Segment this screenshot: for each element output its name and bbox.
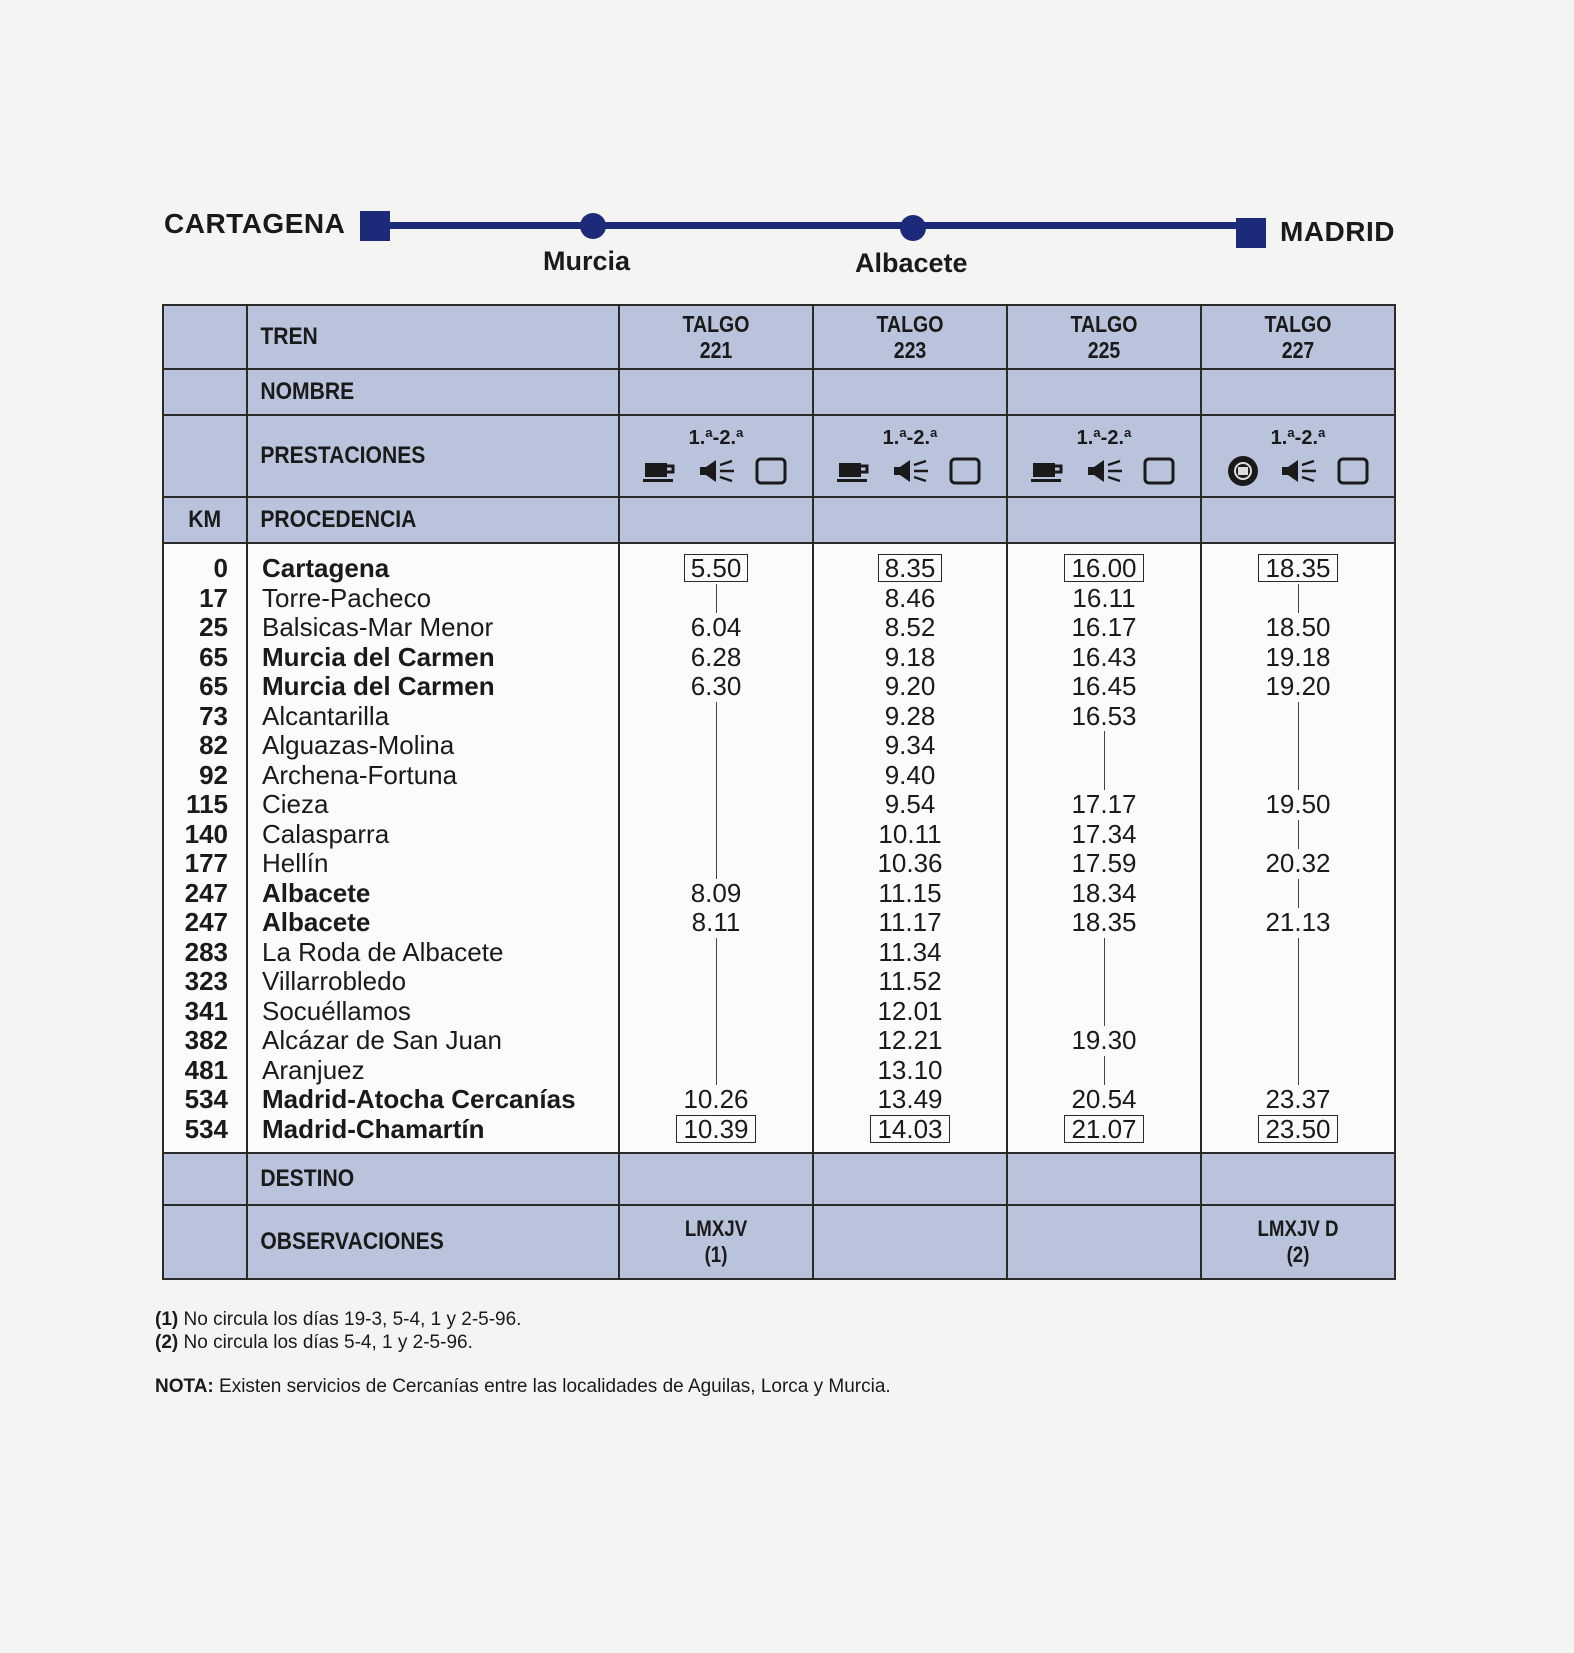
pass-through-line (716, 702, 717, 732)
time-value: 20.54 (1071, 1084, 1137, 1114)
pass-through-line (716, 731, 717, 761)
km-cell: 534 (163, 1115, 247, 1154)
time-cell (1007, 543, 1201, 584)
service-icons (814, 456, 1006, 486)
time-cell (1201, 543, 1395, 584)
time-value: 8.11 (691, 907, 741, 937)
pass-through-line (716, 584, 717, 614)
table-row (163, 1115, 1395, 1154)
time-cell (619, 613, 813, 643)
pass-through-line (619, 967, 813, 997)
table-row (163, 849, 1395, 879)
time-value: 16.00 (1064, 554, 1143, 582)
cafeteria-icon (1029, 456, 1069, 486)
table-row (163, 967, 1395, 997)
row-prestaciones (163, 415, 1395, 497)
table-row (163, 1085, 1395, 1115)
time-value: 10.26 (683, 1084, 749, 1114)
footnote-2: (2) No circula los días 5-4, 1 y 2-5-96. (155, 1332, 473, 1353)
time-cell (1201, 849, 1395, 879)
time-cell (619, 879, 813, 909)
row-procedencia (163, 497, 1395, 543)
time-value: 16.11 (1072, 582, 1136, 613)
km-cell: 177 (163, 849, 247, 879)
cafeteria-icon (835, 456, 875, 486)
km-cell: 65 (163, 643, 247, 673)
table-row (163, 790, 1395, 820)
station-cell: Albacete (247, 908, 619, 938)
time-value: 6.30 (690, 671, 742, 701)
time-cell (813, 908, 1007, 938)
pass-through-line (1007, 731, 1201, 761)
time-cell (619, 1115, 813, 1154)
time-cell (813, 731, 1007, 761)
pass-through-line (1104, 761, 1105, 791)
time-value: 19.20 (1265, 671, 1331, 701)
row-tren (163, 305, 1395, 369)
km-cell: 534 (163, 1085, 247, 1115)
time-cell (1201, 672, 1395, 702)
pass-through-line (1298, 820, 1299, 850)
time-value: 8.46 (884, 582, 936, 613)
service-icons (620, 456, 812, 486)
time-cell (619, 1085, 813, 1115)
pass-through-line (1298, 879, 1299, 909)
km-cell: 481 (163, 1056, 247, 1086)
audio-icon (890, 456, 930, 486)
km-cell: 0 (163, 543, 247, 584)
time-value: 11.52 (878, 966, 942, 996)
time-cell (813, 702, 1007, 732)
table-row (163, 1026, 1395, 1056)
train-header-223: TALGO 223 (813, 305, 1007, 369)
route-stop-marker-albacete (900, 215, 926, 241)
km-cell: 115 (163, 790, 247, 820)
footnote-1: (1) No circula los días 19-3, 5-4, 1 y 2-5-96. (155, 1309, 522, 1330)
time-cell (1007, 879, 1201, 909)
km-cell: 323 (163, 967, 247, 997)
screen-icon (1139, 456, 1179, 486)
table-row (163, 543, 1395, 584)
time-value: 11.17 (878, 907, 942, 937)
time-value: 10.39 (676, 1115, 755, 1143)
pass-through-line (1007, 997, 1201, 1027)
time-cell (1007, 613, 1201, 643)
prestaciones-223 (813, 415, 1007, 497)
pass-through-line (716, 761, 717, 791)
time-cell (1007, 820, 1201, 850)
time-value: 6.04 (690, 612, 742, 642)
row-observaciones (163, 1205, 1395, 1279)
pass-through-line (1201, 761, 1395, 791)
km-cell: 25 (163, 613, 247, 643)
table-row (163, 1056, 1395, 1086)
time-value: 6.28 (690, 641, 742, 672)
table-row (163, 908, 1395, 938)
pass-through-line (1007, 938, 1201, 968)
pass-through-line (619, 1026, 813, 1056)
route-destination-marker (1236, 218, 1266, 248)
time-value: 21.07 (1064, 1115, 1143, 1143)
screen-icon (1333, 456, 1373, 486)
pass-through-line (716, 997, 717, 1027)
station-cell: La Roda de Albacete (247, 938, 619, 968)
station-cell: Madrid-Atocha Cercanías (247, 1085, 619, 1115)
pass-through-line (716, 1056, 717, 1086)
time-cell (813, 672, 1007, 702)
screen-icon (945, 456, 985, 486)
pass-through-line (1201, 1056, 1395, 1086)
time-cell (1007, 643, 1201, 673)
label-nombre: NOMBRE (260, 378, 355, 405)
station-cell: Alguazas-Molina (247, 731, 619, 761)
time-cell (813, 1056, 1007, 1086)
pass-through-line (1201, 731, 1395, 761)
time-value: 8.52 (884, 612, 936, 642)
pass-through-line (1298, 584, 1299, 614)
time-cell (1201, 908, 1395, 938)
route-stop-albacete: Albacete (855, 248, 968, 278)
pass-through-line (619, 820, 813, 850)
screen-icon (751, 456, 791, 486)
table-row (163, 879, 1395, 909)
observaciones-221: LMXJV (1) (619, 1205, 813, 1279)
label-tren: TREN (260, 323, 318, 350)
service-icons (1202, 456, 1394, 486)
time-value: 23.37 (1265, 1084, 1331, 1114)
pass-through-line (716, 1026, 717, 1056)
time-cell (813, 849, 1007, 879)
time-value: 10.11 (878, 818, 942, 849)
station-cell: Alcázar de San Juan (247, 1026, 619, 1056)
table-row (163, 731, 1395, 761)
station-cell: Murcia del Carmen (247, 672, 619, 702)
time-cell (1007, 1085, 1201, 1115)
label-km: KM (163, 497, 247, 543)
cafeteria-icon (641, 456, 681, 486)
station-cell: Calasparra (247, 820, 619, 850)
pass-through-line (1298, 967, 1299, 997)
time-cell (1007, 849, 1201, 879)
km-cell: 247 (163, 908, 247, 938)
label-prestaciones: PRESTACIONES (260, 442, 426, 469)
pass-through-line (1007, 1056, 1201, 1086)
time-cell (1007, 790, 1201, 820)
time-value: 5.50 (684, 554, 749, 582)
pass-through-line (1104, 967, 1105, 997)
pass-through-line (1201, 879, 1395, 909)
pass-through-line (619, 997, 813, 1027)
time-cell (813, 1026, 1007, 1056)
station-cell: Socuéllamos (247, 997, 619, 1027)
route-stop-murcia: Murcia (543, 246, 631, 276)
pass-through-line (619, 1056, 813, 1086)
time-value: 17.17 (1071, 789, 1137, 819)
km-cell: 65 (163, 672, 247, 702)
footnotes (155, 1308, 521, 1354)
table-row (163, 997, 1395, 1027)
pass-through-line (1104, 1056, 1105, 1086)
pass-through-line (1298, 997, 1299, 1027)
pass-through-line (619, 849, 813, 879)
time-cell (813, 1085, 1007, 1115)
km-cell: 73 (163, 702, 247, 732)
time-cell (1007, 908, 1201, 938)
pass-through-line (619, 938, 813, 968)
time-cell (813, 543, 1007, 584)
time-cell (1007, 1115, 1201, 1154)
time-value: 16.45 (1071, 671, 1137, 701)
time-value: 19.30 (1071, 1025, 1137, 1055)
pass-through-line (1298, 1056, 1299, 1086)
station-cell: Murcia del Carmen (247, 643, 619, 673)
time-value: 19.18 (1265, 641, 1331, 672)
pass-through-line (1201, 584, 1395, 614)
prestaciones-227 (1201, 415, 1395, 497)
time-cell (813, 643, 1007, 673)
pass-through-line (716, 938, 717, 968)
audio-icon (1278, 456, 1318, 486)
time-value: 11.34 (878, 936, 942, 967)
time-value: 19.50 (1265, 789, 1331, 819)
timetable (162, 304, 1396, 1280)
table-row (163, 761, 1395, 791)
time-cell (813, 613, 1007, 643)
train-header-227: TALGO 227 (1201, 305, 1395, 369)
observaciones-227: LMXJV D (2) (1201, 1205, 1395, 1279)
time-cell (813, 938, 1007, 968)
label-observaciones: OBSERVACIONES (260, 1228, 444, 1255)
station-cell: Cieza (247, 790, 619, 820)
time-cell (1007, 672, 1201, 702)
station-cell: Torre-Pacheco (247, 584, 619, 614)
audio-icon (1084, 456, 1124, 486)
route-diagram (0, 0, 1574, 300)
prestaciones-221 (619, 415, 813, 497)
time-value: 8.35 (878, 554, 943, 582)
class-label: 1.ª-2.ª (1076, 426, 1132, 449)
pass-through-line (1201, 967, 1395, 997)
km-cell: 382 (163, 1026, 247, 1056)
time-value: 16.17 (1071, 612, 1137, 642)
label-procedencia: PROCEDENCIA (260, 506, 417, 533)
time-cell (813, 967, 1007, 997)
pass-through-line (619, 790, 813, 820)
table-row (163, 702, 1395, 732)
km-cell: 82 (163, 731, 247, 761)
time-value: 17.59 (1071, 848, 1137, 878)
station-cell: Madrid-Chamartín (247, 1115, 619, 1154)
pass-through-line (1298, 702, 1299, 732)
km-cell: 140 (163, 820, 247, 850)
pass-through-line (1104, 731, 1105, 761)
observaciones-223 (813, 1205, 1007, 1279)
label-destino: DESTINO (260, 1165, 355, 1192)
time-cell (619, 908, 813, 938)
table-row (163, 584, 1395, 614)
time-value: 17.34 (1071, 818, 1137, 849)
pass-through-line (1298, 1026, 1299, 1056)
pass-through-line (716, 967, 717, 997)
table-row (163, 613, 1395, 643)
train-header-225: TALGO 225 (1007, 305, 1201, 369)
time-value: 21.13 (1265, 907, 1331, 937)
time-cell (813, 761, 1007, 791)
station-cell: Alcantarilla (247, 702, 619, 732)
pass-through-line (1104, 997, 1105, 1027)
pass-through-line (619, 584, 813, 614)
time-cell (813, 879, 1007, 909)
pass-through-line (1201, 938, 1395, 968)
route-origin: CARTAGENA (164, 208, 346, 239)
time-cell (1201, 1115, 1395, 1154)
time-cell (1201, 1085, 1395, 1115)
time-value: 18.35 (1258, 554, 1337, 582)
pass-through-line (619, 761, 813, 791)
km-cell: 247 (163, 879, 247, 909)
station-cell: Villarrobledo (247, 967, 619, 997)
pass-through-line (1104, 938, 1105, 968)
pass-through-line (619, 731, 813, 761)
time-cell (619, 543, 813, 584)
pass-through-line (716, 790, 717, 820)
time-value: 9.54 (884, 789, 936, 819)
time-cell (1007, 1026, 1201, 1056)
pass-through-line (1201, 820, 1395, 850)
pass-through-line (1298, 731, 1299, 761)
route-stop-marker-murcia (580, 213, 606, 239)
time-value: 9.28 (884, 700, 936, 731)
time-cell (813, 1115, 1007, 1154)
pass-through-line (1201, 1026, 1395, 1056)
station-cell: Hellín (247, 849, 619, 879)
service-icons (1008, 456, 1200, 486)
time-value: 20.32 (1265, 848, 1331, 878)
time-cell (1007, 584, 1201, 614)
pass-through-line (1007, 967, 1201, 997)
time-value: 9.40 (884, 759, 936, 790)
time-value: 12.01 (877, 995, 943, 1026)
time-value: 9.20 (884, 671, 936, 701)
time-cell (813, 790, 1007, 820)
class-label: 1.ª-2.ª (688, 426, 744, 449)
km-cell: 283 (163, 938, 247, 968)
class-label: 1.ª-2.ª (1270, 426, 1326, 449)
time-value: 16.43 (1071, 641, 1137, 672)
km-cell: 17 (163, 584, 247, 614)
km-cell: 92 (163, 761, 247, 791)
train-header-221: TALGO 221 (619, 305, 813, 369)
time-cell (813, 584, 1007, 614)
time-value: 18.35 (1071, 907, 1137, 937)
time-value: 9.34 (884, 730, 936, 760)
nota: NOTA: Existen servicios de Cercanías entre las localidades de Aguilas, Lorca y Murcia. (155, 1376, 891, 1397)
time-cell (619, 672, 813, 702)
table-row (163, 820, 1395, 850)
time-value: 23.50 (1258, 1115, 1337, 1143)
route-destination: MADRID (1280, 216, 1395, 247)
time-value: 8.09 (690, 877, 742, 908)
time-value: 14.03 (870, 1115, 949, 1143)
class-label: 1.ª-2.ª (882, 426, 938, 449)
table-row (163, 672, 1395, 702)
table-row (163, 643, 1395, 673)
station-cell: Balsicas-Mar Menor (247, 613, 619, 643)
row-nombre (163, 369, 1395, 415)
time-value: 12.21 (877, 1025, 943, 1055)
pass-through-line (1298, 938, 1299, 968)
time-value: 18.50 (1265, 612, 1331, 642)
time-value: 13.10 (877, 1054, 943, 1085)
station-cell: Aranjuez (247, 1056, 619, 1086)
station-cell: Albacete (247, 879, 619, 909)
time-value: 11.15 (878, 877, 942, 908)
observaciones-225 (1007, 1205, 1201, 1279)
prestaciones-225 (1007, 415, 1201, 497)
time-value: 16.53 (1071, 700, 1137, 731)
time-cell (1201, 643, 1395, 673)
pass-through-line (1201, 997, 1395, 1027)
time-value: 10.36 (877, 848, 943, 878)
pass-through-line (716, 849, 717, 879)
pass-through-line (1298, 761, 1299, 791)
pass-through-line (1201, 702, 1395, 732)
pass-through-line (619, 702, 813, 732)
station-cell: Cartagena (247, 543, 619, 584)
pass-through-line (716, 820, 717, 850)
time-cell (813, 997, 1007, 1027)
restaurant-icon (1223, 456, 1263, 486)
time-cell (1201, 613, 1395, 643)
pass-through-line (1007, 761, 1201, 791)
station-cell: Archena-Fortuna (247, 761, 619, 791)
audio-icon (696, 456, 736, 486)
km-cell: 341 (163, 997, 247, 1027)
row-destino (163, 1153, 1395, 1205)
route-line (380, 222, 1250, 229)
time-value: 9.18 (884, 641, 936, 672)
table-row (163, 938, 1395, 968)
time-value: 18.34 (1071, 877, 1137, 908)
time-cell (619, 643, 813, 673)
time-value: 13.49 (877, 1084, 943, 1114)
time-cell (1201, 790, 1395, 820)
time-cell (813, 820, 1007, 850)
time-cell (1007, 702, 1201, 732)
